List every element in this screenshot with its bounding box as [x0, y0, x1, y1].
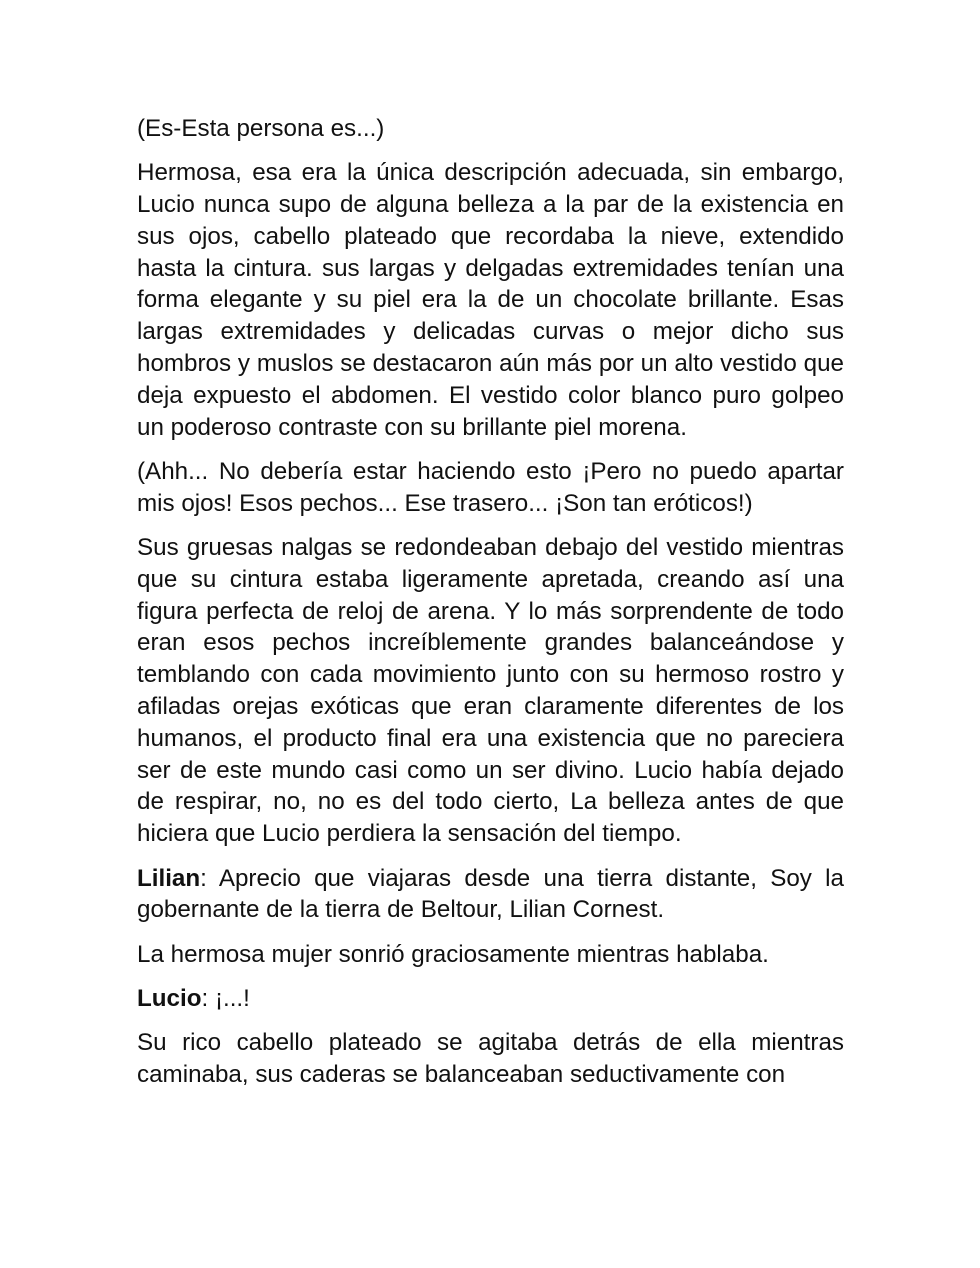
speaker-name: Lucio: [137, 984, 202, 1012]
paragraph-thought: [137, 456, 844, 520]
paragraph-text: (Ahh... No debería estar haciendo esto ¡Pero no puedo apartar mis ojos! Esos pechos... Ese trasero... ¡Son tan eróticos!): [137, 457, 844, 517]
paragraph-narration: [137, 939, 844, 971]
paragraph-narration: [137, 157, 844, 443]
paragraph-text: Su rico cabello plateado se agitaba detrás de ella mientras caminaba, sus caderas se balanceaban seductivamente con: [137, 1029, 844, 1089]
paragraph-dialogue: [137, 983, 844, 1015]
paragraph-text: Hermosa, esa era la única descripción adecuada, sin embargo, Lucio nunca supo de alguna belleza a la par de la existencia en sus ojos, cabello plateado que recordaba la nieve, extendido hasta la cintura. sus largas y delgadas extremidades tenían una forma elegante y su piel era la de un chocolate brillante. Esas largas extremidades y delicadas curvas o mejor dicho sus hombros y muslos se destacaron aún más por un alto vestido que deja expuesto el abdomen. El vestido color blanco puro golpeo un poderoso contraste con su brillante piel morena.: [137, 159, 844, 441]
paragraph-thought: [137, 113, 844, 145]
speaker-name: Lilian: [137, 864, 201, 892]
paragraph-text: Sus gruesas nalgas se redondeaban debajo del vestido mientras que su cintura estaba ligeramente apretada, creando así una figura perfecta de reloj de arena. Y lo más sorprendente de todo eran esos pechos increíblemente grandes balanceándose y temblando con cada movimiento junto con su hermoso rostro y afiladas orejas exóticas que eran claramente diferentes de los humanos, el producto final era una existencia que no pareciera ser de este mundo casi como un ser divino. Lucio había dejado de respirar, no, no es del todo cierto, La belleza antes de que hiciera que Lucio perdiera la sensación del tiempo.: [137, 534, 844, 848]
dialogue-text: : Aprecio que viajaras desde una tierra distante, Soy la gobernante de la tierra de Beltour, Lilian Cornest.: [137, 864, 844, 924]
paragraph-text: La hermosa mujer sonrió graciosamente mientras hablaba.: [137, 940, 769, 968]
paragraph-narration: [137, 1027, 844, 1091]
body-text: [137, 113, 844, 1103]
paragraph-dialogue: [137, 863, 844, 927]
dialogue-text: : ¡...!: [201, 984, 250, 1012]
paragraph-text: (Es-Esta persona es...): [137, 115, 385, 142]
paragraph-narration: [137, 532, 844, 850]
